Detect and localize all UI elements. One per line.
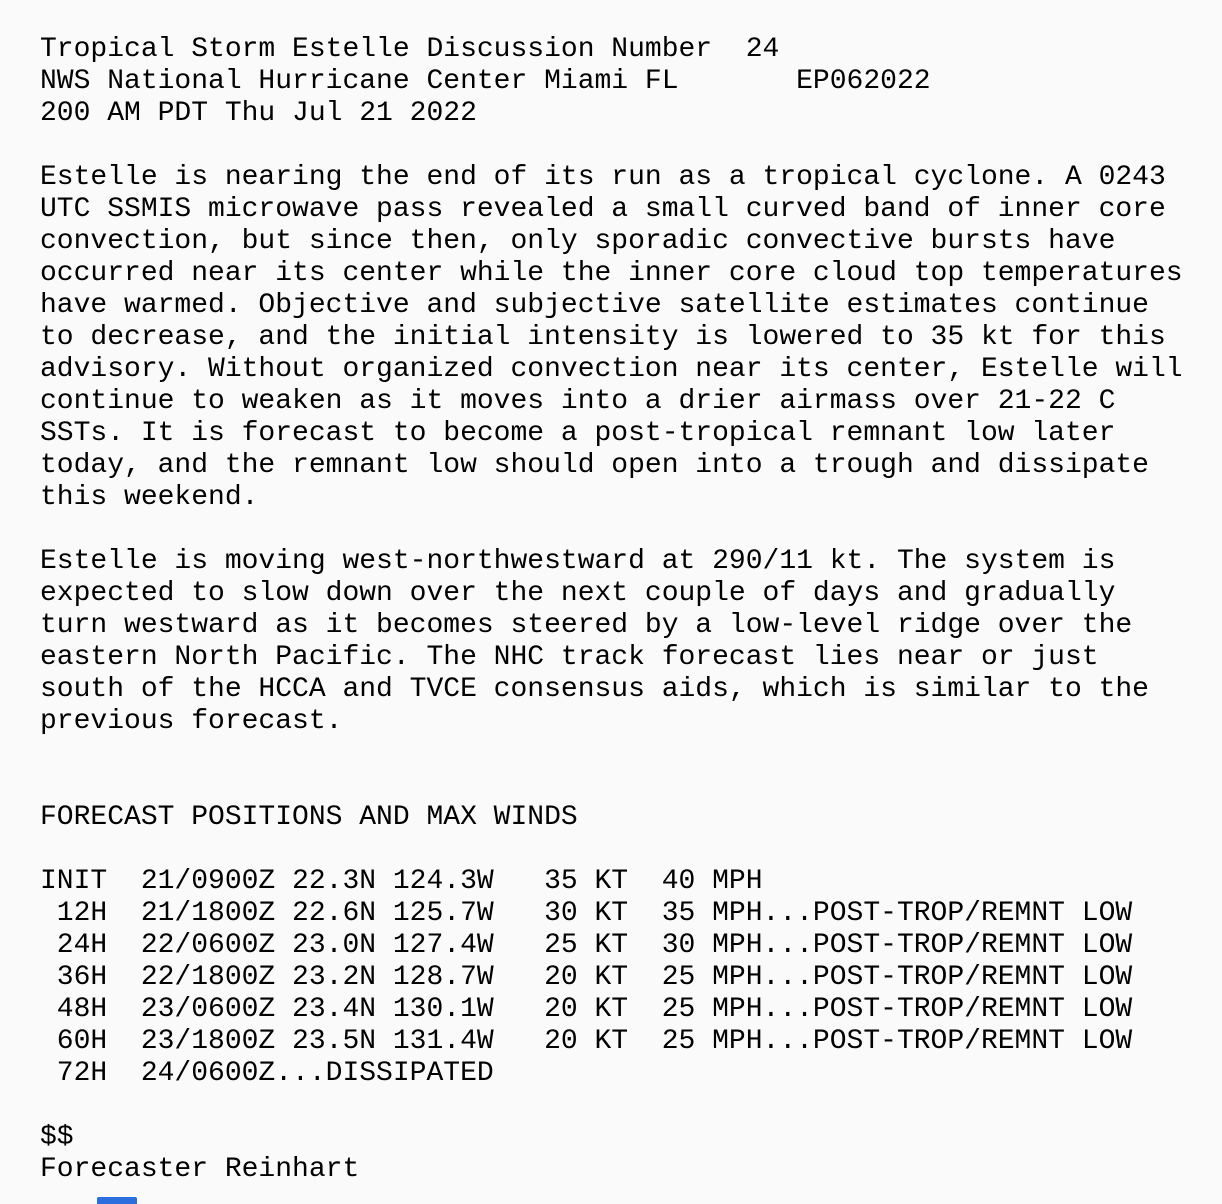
synopsis-paragraph-line: convection, but since then, only sporadic convective bursts have	[40, 226, 1116, 257]
synopsis-paragraph-line: Estelle is nearing the end of its run as a tropical cyclone. A 0243	[40, 162, 1166, 193]
motion-paragraph-line: Estelle is moving west-northwestward at 290/11 kt. The system is	[40, 546, 1116, 577]
forecast-table-row: 36H 22/1800Z 23.2N 128.7W 20 KT 25 MPH...POST-TROP/REMNT LOW	[40, 962, 1133, 993]
synopsis-paragraph-line: have warmed. Objective and subjective satellite estimates continue	[40, 290, 1149, 321]
synopsis-paragraph-line: this weekend.	[40, 482, 259, 513]
motion-paragraph-line: previous forecast.	[40, 706, 343, 737]
motion-paragraph-line: south of the HCCA and TVCE consensus aids, which is similar to the	[40, 674, 1149, 705]
forecaster-line: Forecaster Reinhart	[40, 1154, 360, 1185]
blank-line	[40, 738, 1183, 770]
synopsis-paragraph-line: to decrease, and the initial intensity is lowered to 35 kt for this	[40, 322, 1166, 353]
header-line-3: 200 AM PDT Thu Jul 21 2022	[40, 98, 477, 129]
forecast-heading: FORECAST POSITIONS AND MAX WINDS	[40, 802, 578, 833]
synopsis-paragraph-line: today, and the remnant low should open into a trough and dissipate	[40, 450, 1149, 481]
blank-line	[40, 130, 1183, 162]
signoff-delimiter: $$	[40, 1122, 74, 1153]
forecast-table-row: 24H 22/0600Z 23.0N 127.4W 25 KT 30 MPH...POST-TROP/REMNT LOW	[40, 930, 1133, 961]
header-line-2: NWS National Hurricane Center Miami FL EP062022	[40, 66, 931, 97]
blank-line	[40, 834, 1183, 866]
forecast-table-row: 12H 21/1800Z 22.6N 125.7W 30 KT 35 MPH...POST-TROP/REMNT LOW	[40, 898, 1133, 929]
forecast-table-row: INIT 21/0900Z 22.3N 124.3W 35 KT 40 MPH	[40, 866, 763, 897]
synopsis-paragraph-line: UTC SSMIS microwave pass revealed a small curved band of inner core	[40, 194, 1166, 225]
motion-paragraph-line: expected to slow down over the next couple of days and gradually	[40, 578, 1116, 609]
forecast-table-row: 72H 24/0600Z...DISSIPATED	[40, 1058, 494, 1089]
motion-paragraph-line: eastern North Pacific. The NHC track forecast lies near or just	[40, 642, 1099, 673]
cutoff-blue-element[interactable]	[97, 1197, 137, 1204]
synopsis-paragraph-line: advisory. Without organized convection near its center, Estelle will	[40, 354, 1183, 385]
blank-line	[40, 770, 1183, 802]
forecast-table-row: 48H 23/0600Z 23.4N 130.1W 20 KT 25 MPH...POST-TROP/REMNT LOW	[40, 994, 1133, 1025]
blank-line	[40, 1090, 1183, 1122]
discussion-text-block	[40, 34, 1183, 1186]
motion-paragraph-line: turn westward as it becomes steered by a low-level ridge over the	[40, 610, 1133, 641]
synopsis-paragraph-line: SSTs. It is forecast to become a post-tropical remnant low later	[40, 418, 1116, 449]
forecast-table-row: 60H 23/1800Z 23.5N 131.4W 20 KT 25 MPH...POST-TROP/REMNT LOW	[40, 1026, 1133, 1057]
blank-line	[40, 514, 1183, 546]
synopsis-paragraph-line: occurred near its center while the inner core cloud top temperatures	[40, 258, 1183, 289]
header-line-1: Tropical Storm Estelle Discussion Number 24	[40, 34, 780, 65]
synopsis-paragraph-line: continue to weaken as it moves into a drier airmass over 21-22 C	[40, 386, 1116, 417]
